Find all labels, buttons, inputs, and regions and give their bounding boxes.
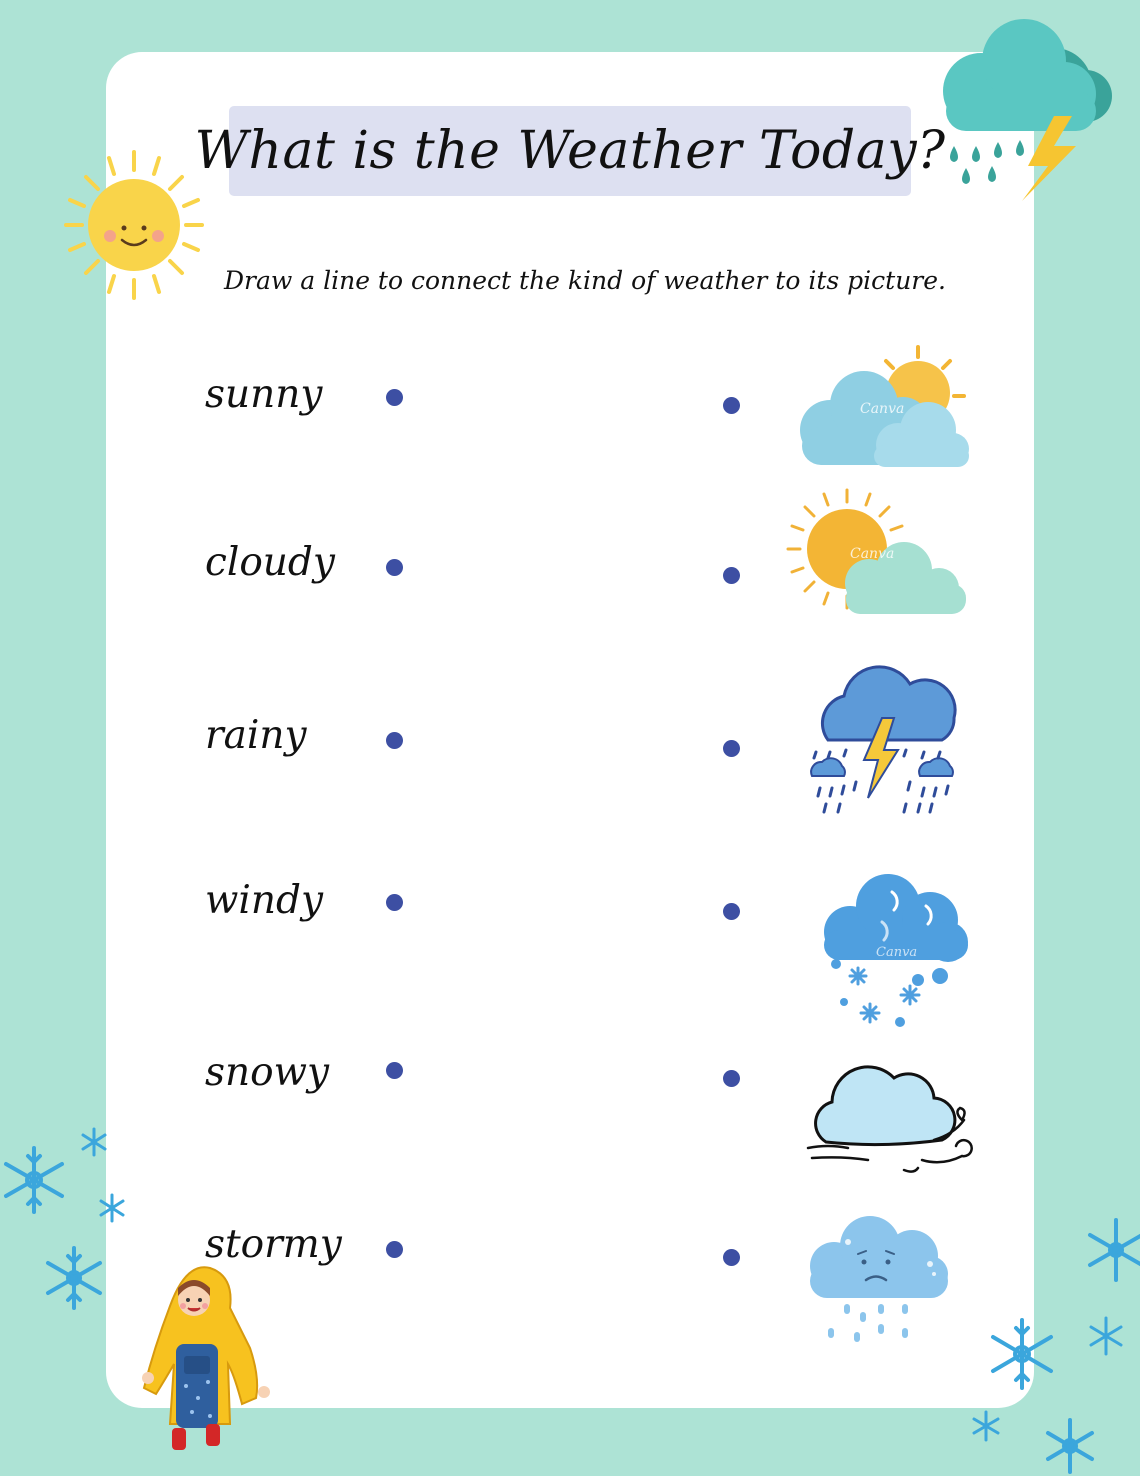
sad-rain-cloud-icon xyxy=(808,1216,950,1348)
title-banner xyxy=(194,106,946,196)
sun-with-cloud-icon xyxy=(784,488,969,620)
right-dot-5[interactable] xyxy=(723,1070,740,1087)
left-dot-snowy[interactable] xyxy=(386,1062,403,1079)
storm-cloud-decoration-icon xyxy=(936,16,1116,206)
right-dot-1[interactable] xyxy=(723,397,740,414)
snow-cloud-icon xyxy=(822,872,970,1030)
left-dot-stormy[interactable] xyxy=(386,1241,403,1258)
right-dot-4[interactable] xyxy=(723,903,740,920)
word-windy: windy xyxy=(205,878,323,923)
instruction-text: Draw a line to connect the kind of weather to its picture. xyxy=(224,266,946,295)
left-dot-sunny[interactable] xyxy=(386,389,403,406)
thunderstorm-rain-cloud-icon xyxy=(806,664,962,816)
page-title: What is the Weather Today? xyxy=(194,121,946,181)
snowflakes-decoration-icon xyxy=(0,1124,140,1324)
right-dot-6[interactable] xyxy=(723,1249,740,1266)
child-in-raincoat-icon xyxy=(136,1266,272,1456)
word-sunny: sunny xyxy=(205,372,323,417)
right-dot-2[interactable] xyxy=(723,567,740,584)
word-cloudy: cloudy xyxy=(205,540,335,585)
watermark-text: Canva xyxy=(850,546,895,562)
watermark-text: Canva xyxy=(876,945,918,960)
left-dot-cloudy[interactable] xyxy=(386,559,403,576)
right-dot-3[interactable] xyxy=(723,740,740,757)
word-rainy: rainy xyxy=(205,713,307,758)
snowflakes-decoration-icon xyxy=(966,1206,1140,1472)
left-dot-windy[interactable] xyxy=(386,894,403,911)
word-stormy: stormy xyxy=(205,1222,342,1267)
windy-cloud-icon xyxy=(804,1060,984,1178)
word-snowy: snowy xyxy=(205,1050,330,1095)
smiling-sun-icon xyxy=(64,150,204,300)
watermark-text: Canva xyxy=(860,401,905,417)
cloud-with-sun-behind-icon xyxy=(798,345,973,470)
left-dot-rainy[interactable] xyxy=(386,732,403,749)
